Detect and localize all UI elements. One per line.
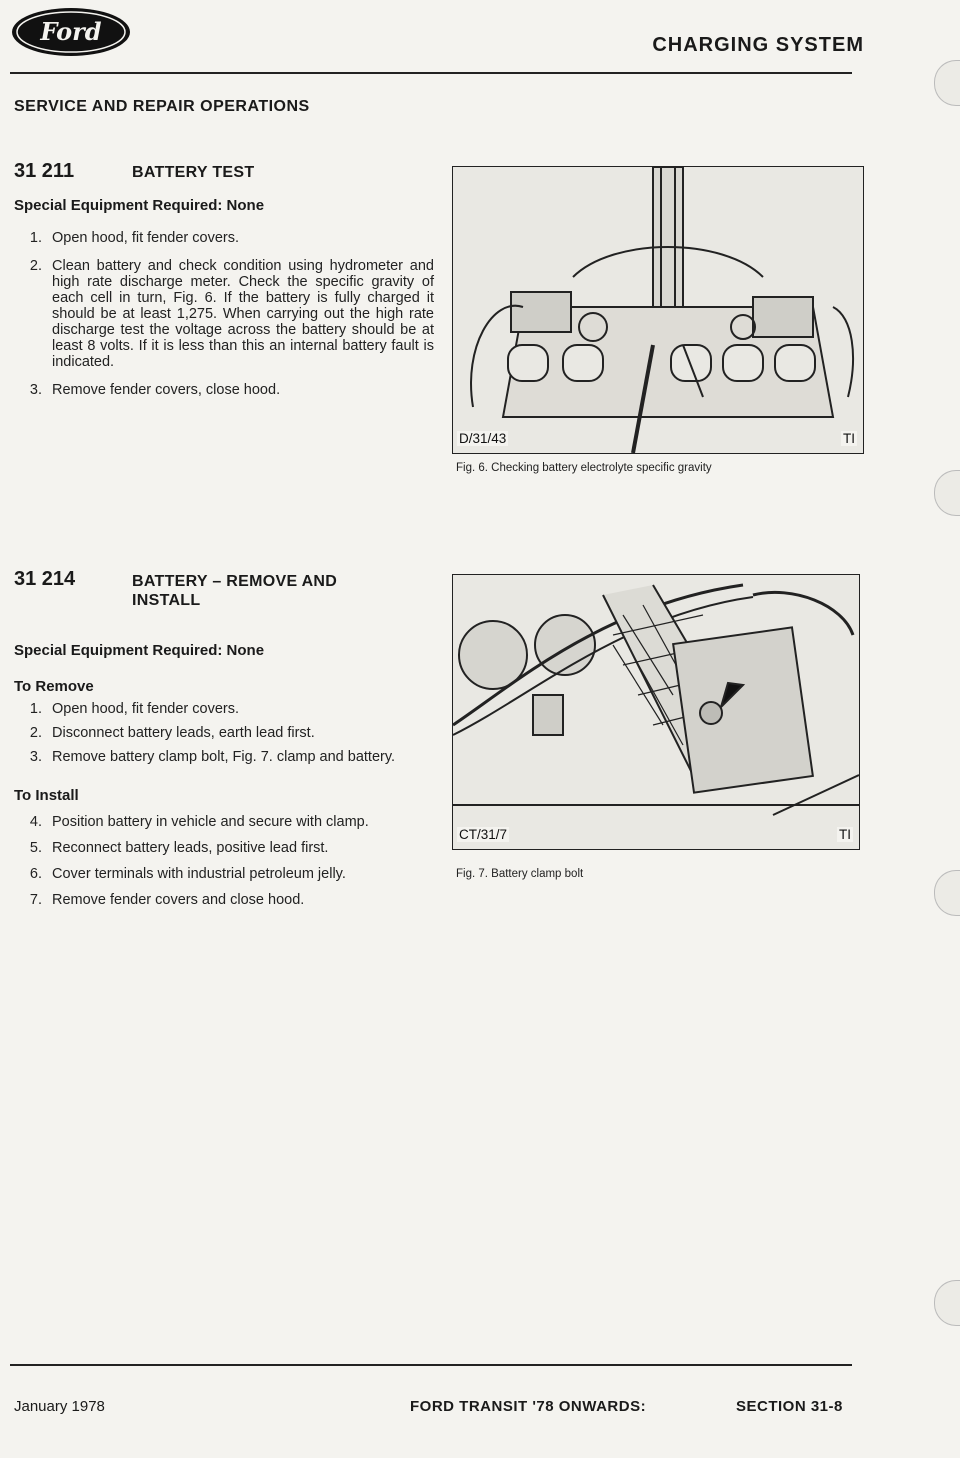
list-item xyxy=(14,382,434,398)
section-title: SERVICE AND REPAIR OPERATIONS xyxy=(14,98,310,115)
op-number: 31 214 xyxy=(14,568,76,590)
footer-section: SECTION 31-8 xyxy=(736,1398,843,1415)
step-number: 6. xyxy=(29,866,42,882)
footer-date: January 1978 xyxy=(14,1398,105,1415)
list-item xyxy=(14,230,434,246)
figure-7-illustration xyxy=(452,574,860,850)
op-31-211 xyxy=(14,160,434,398)
step-text: Clean battery and check condition using hydrometer and high rate discharge meter. Check the specific gravity of each cell in turn, Fig. 6. If the battery is fully charged it should be at least 1,275. When carrying out the high rate discharge test the voltage across the battery should be at least 8 volts. If it is less than this an internal battery fault is indicated. xyxy=(52,258,434,370)
step-number: 3. xyxy=(29,382,42,398)
list-item xyxy=(14,701,434,717)
step-number: 4. xyxy=(29,814,42,830)
install-step-list xyxy=(14,814,434,908)
footer-publication: FORD TRANSIT '78 ONWARDS: xyxy=(410,1398,647,1415)
binder-tab xyxy=(934,1280,960,1326)
binder-tab xyxy=(934,470,960,516)
list-item xyxy=(14,840,434,856)
page-header-title: CHARGING SYSTEM xyxy=(652,34,864,56)
figure-mark: TI xyxy=(839,827,851,842)
figure-mark: TI xyxy=(843,431,855,446)
special-equipment: Special Equipment Required: None xyxy=(14,642,265,659)
step-text: Open hood, fit fender covers. xyxy=(52,701,239,717)
ford-logo xyxy=(10,6,132,58)
step-number: 5. xyxy=(29,840,42,856)
op-title-line2: INSTALL xyxy=(132,592,201,609)
figure-ref: CT/31/7 xyxy=(459,827,508,842)
binder-tab xyxy=(934,870,960,916)
op-title: BATTERY TEST xyxy=(132,164,255,181)
op-31-214 xyxy=(14,568,434,908)
list-item xyxy=(14,725,434,741)
step-number: 7. xyxy=(29,892,42,908)
step-number: 1. xyxy=(29,701,42,717)
footer-rule xyxy=(10,1364,852,1366)
list-item xyxy=(14,866,434,882)
step-number: 3. xyxy=(29,749,42,765)
step-number: 2. xyxy=(29,258,42,274)
step-text: Remove fender covers, close hood. xyxy=(52,382,281,398)
list-item xyxy=(14,258,434,370)
figure-7-caption: Fig. 7. Battery clamp bolt xyxy=(456,868,584,880)
list-item xyxy=(14,814,434,830)
step-list xyxy=(14,230,434,398)
figure-6-illustration xyxy=(452,166,864,454)
step-text: Open hood, fit fender covers. xyxy=(52,230,239,246)
figure-6-caption: Fig. 6. Checking battery electrolyte specific gravity xyxy=(456,462,712,474)
binder-tab xyxy=(934,60,960,106)
step-number: 1. xyxy=(29,230,42,246)
step-text: Reconnect battery leads, positive lead first. xyxy=(52,840,329,856)
install-heading: To Install xyxy=(14,787,79,804)
remove-heading: To Remove xyxy=(14,678,94,695)
special-equipment: Special Equipment Required: None xyxy=(14,197,265,214)
op-number: 31 211 xyxy=(14,160,75,182)
step-text: Disconnect battery leads, earth lead first. xyxy=(52,725,315,741)
logo-text: Ford xyxy=(40,17,102,46)
step-text: Remove fender covers and close hood. xyxy=(52,892,305,908)
list-item xyxy=(14,892,434,908)
header-rule xyxy=(10,72,852,74)
remove-step-list xyxy=(14,701,434,765)
step-text: Remove battery clamp bolt, Fig. 7. clamp and battery. xyxy=(52,749,396,765)
step-text: Cover terminals with industrial petroleum jelly. xyxy=(52,866,346,882)
step-number: 2. xyxy=(29,725,42,741)
figure-ref: D/31/43 xyxy=(459,431,507,446)
list-item xyxy=(14,749,434,765)
op-title-line1: BATTERY – REMOVE AND xyxy=(132,573,338,590)
step-text: Position battery in vehicle and secure with clamp. xyxy=(52,814,369,830)
